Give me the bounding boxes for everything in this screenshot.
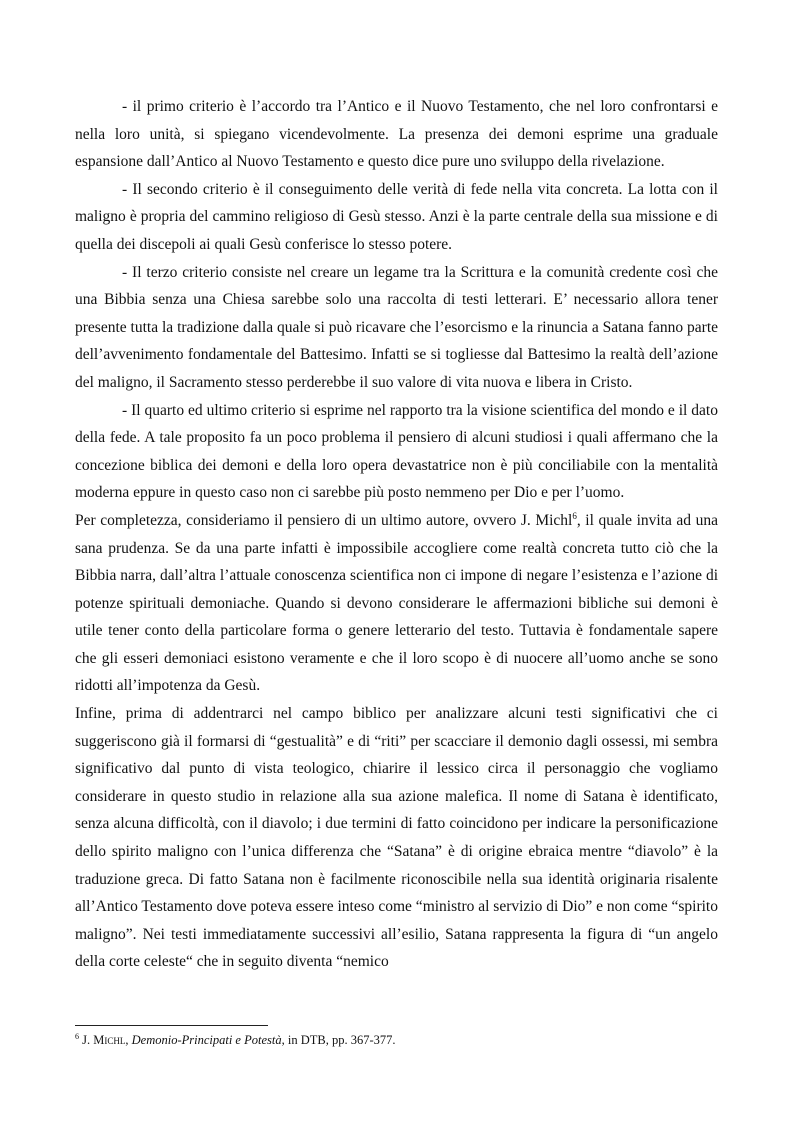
paragraph-criterion-4: - Il quarto ed ultimo criterio si esprime nel rapporto tra la visione scientifica del mondo e il dato della fede. A tale proposito fa un poco problema il pensiero di alcuni studiosi i quali affermano che la concezione biblica dei demoni e della loro opera devastatrice non è più conciliabile con la mentalità moderna eppure in questo caso non ci sarebbe più posto nemmeno per Dio e per l’uomo. [75,401,718,502]
paragraph-criterion-2: - Il secondo criterio è il conseguimento delle verità di fede nella vita concreta. La lotta con il maligno è propria del cammino religioso di Gesù stesso. Anzi è la parte centrale della sua missione e di quella dei discepoli ai quali Gesù conferisce lo stesso potere. [75,180,718,253]
footnote-number: 6 [75,1031,79,1041]
paragraph-michl [75,507,718,700]
footnote-separator [75,1025,268,1026]
paragraph-criterion-3: - Il terzo criterio consiste nel creare un legame tra la Scrittura e la comunità credente così che una Bibbia senza una Chiesa sarebbe solo una raccolta di testi letterari. E’ necessario allora tener presente tutta la tradizione dalla quale si può ricavare che l’esorcismo e la rinuncia a Satana fanno parte dell’avvenimento fondamentale del Battesimo. Infatti se si togliesse dal Battesimo la realtà dell’azione del maligno, il Sacramento stesso perderebbe il suo valore di vita nuova e libera in Cristo. [75,263,718,391]
michl-text-before: Per completezza, consideriamo il pensiero di un ultimo autore, ovvero J. Michl [75,511,573,529]
footnote-title: Demonio-Principati e Potestà [131,1033,282,1047]
footnote-author-initial: J. [82,1033,94,1047]
footnote: $^6$ J. Michl, Demonio-Principati e Potestà, in DTB, pp. 367-377. [75,1031,396,1047]
paragraph-infine: Infine, prima di addentrarci nel campo biblico per analizzare alcuni testi significativi che ci suggeriscono già il formarsi di “gestualità” e di “riti” per scacciare il demonio dagli ossessi, mi sembra significativo dal punto di vista teologico, chiarire il lessico circa il personaggio che vogliamo considerare in questo studio in relazione alla sua azione malefica. Il nome di Satana è identificato, senza alcuna difficoltà, con il diavolo; i due termini di fatto coincidono per indicare la personificazione dello spirito maligno con l’unica differenza che “Satana” è di origine ebraica mentre “diavolo” è la traduzione greca. Di fatto Satana non è facilmente riconoscibile nella sua identità originaria risalente all’Antico Testamento dove poteva essere inteso come “ministro al servizio di Dio” e non come “spirito maligno”. Nei testi immediatamente successivi all’esilio, Satana rappresenta la figura di “un angelo della corte celeste“ che in seguito diventa “nemico [75,705,718,971]
paragraph-criterion-1: - il primo criterio è l’accordo tra l’Antico e il Nuovo Testamento, che nel loro confrontarsi e nella loro unità, si spiegano vicendevolmente. La presenza dei demoni esprime una graduale espansione dall’Antico al Nuovo Testamento e questo dice pure uno sviluppo della rivelazione. [75,98,718,171]
footnote-reference[interactable]: 6 [572,510,577,521]
michl-text-after: , il quale invita ad una sana prudenza. Se da una parte infatti è impossibile accogliere come realtà concreta tutto ciò che la Bibbia narra, dall’altra l’attuale conoscenza scientifica non ci impone di negare l’esistenza e l’azione di potenze spirituali demoniache. Quando si devono considerare le affermazioni bibliche sui demoni è utile tener conto della particolare forma o genere letterario del testo. Tuttavia è fondamentale sapere che gli esseri demoniaci esistono veramente e che il loro scopo è di nuocere all’uomo anche se sono ridotti all’impotenza da Gesù. [75,511,718,695]
footnote-author-surname: Michl [93,1033,126,1047]
body-text [75,93,718,976]
footnote-citation: , in DTB, pp. 367-377. [281,1033,396,1047]
